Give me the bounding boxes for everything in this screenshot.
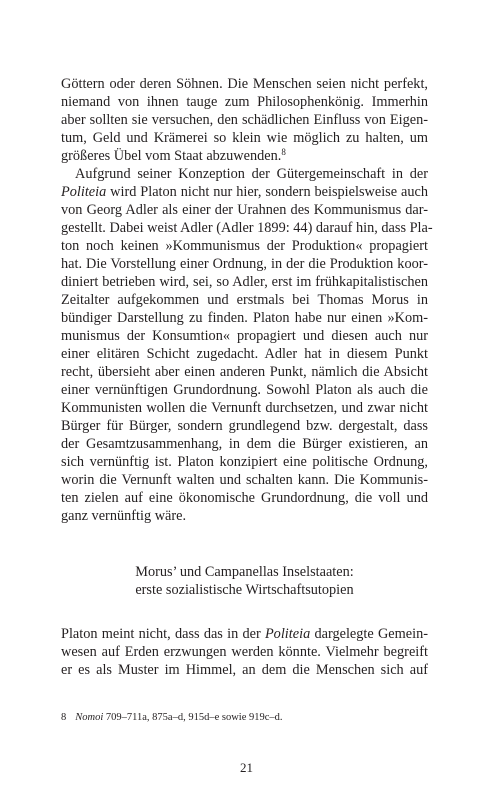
- text-line: sich vernünftig ist. Platon konzipiert eine politische Ordnung,: [61, 454, 428, 470]
- text-line: bündiger Darstellung zu finden. Platon habe nur einen »Kom-: [61, 310, 428, 326]
- text-line: ten zielen auf eine ökonomische Grundordnung, die voll und: [61, 490, 428, 506]
- page-number: 21: [240, 760, 253, 775]
- footnote-text: 709–711a, 875a–d, 915d–e sowie 919c–d.: [103, 712, 283, 723]
- text-line: recht, übersieht aber einen anderen Punkt, nämlich die Absicht: [61, 364, 428, 380]
- footnote: [61, 711, 283, 725]
- text-line: tum, Geld und Krämerei so klein wie möglich zu halten, um: [61, 130, 428, 146]
- text-segment: wird Platon nicht nur hier, sondern beispielsweise auch: [106, 184, 428, 200]
- text-line: Zeitalter aufgekommen und erstmals bei Thomas Morus in: [61, 292, 428, 308]
- text-line: der Gesamtzusammenhang, in dem die Bürger existieren, an: [61, 436, 428, 452]
- text-line: Kommunisten wollen die Vernunft durchsetzen, und zwar nicht: [61, 400, 428, 416]
- section-heading-line: Morus’ und Campanellas Inselstaaten:: [135, 564, 354, 580]
- text-line: ganz vernünftig wäre.: [61, 508, 187, 524]
- text-line: Aufgrund seiner Konzeption der Gütergemeinschaft in der: [75, 166, 428, 182]
- text-line: aber sollten sie versuchen, den schädlichen Einfluss von Eigen-: [61, 112, 428, 128]
- footnote-reference: 8: [281, 147, 286, 157]
- text-line: er es als Muster im Himmel, an dem die Menschen sich auf: [61, 662, 428, 678]
- text-line: [61, 147, 428, 165]
- text-line: [61, 625, 428, 643]
- text-line: ton noch keinen »Kommunismus der Produktion« propagiert: [61, 238, 428, 254]
- section-heading-line: erste sozialistische Wirtschaftsutopien: [135, 582, 354, 598]
- text-segment: größeres Übel vom Staat abzuwenden.: [61, 148, 282, 164]
- text-line: munismus der Konsumtion« propagiert und diesen auch nur: [61, 328, 428, 344]
- work-title: Politeia: [61, 184, 107, 200]
- work-title: Politeia: [264, 626, 311, 642]
- text-line: worin die Vernunft walten und schalten kann. Die Kommunis-: [61, 472, 428, 488]
- text-line: Bürger für Bürger, sondern grundlegend bzw. dergestalt, dass: [61, 418, 428, 434]
- text-line: [61, 183, 428, 201]
- footnote-number: 8: [61, 712, 67, 723]
- text-line: einer vernünftigen Grundordnung. Sowohl Platon als auch die: [61, 382, 428, 398]
- text-line: Göttern oder deren Söhnen. Die Menschen seien nicht perfekt,: [61, 76, 428, 92]
- text-line: niemand von ihnen tauge zum Philosophenkönig. Immerhin: [61, 94, 428, 110]
- text-segment: dargelegte Gemein-: [310, 626, 428, 642]
- text-line: gestellt. Dabei weist Adler (Adler 1899: 44) darauf hin, dass Pla-: [61, 220, 433, 236]
- text-line: wesen auf Erden erzwungen werden könnte. Vielmehr begreift: [61, 644, 428, 660]
- text-line: hat. Die Vorstellung einer Ordnung, in der die Produktion koor-: [61, 256, 428, 272]
- text-line: einer elitären Schicht zugedacht. Adler hat in diesem Punkt: [61, 346, 428, 362]
- footnote-work-title: Nomoi: [75, 712, 104, 723]
- text-line: diniert betrieben wird, sei, so Adler, erst im frühkapitalistischen: [61, 274, 428, 290]
- text-segment: Platon meint nicht, dass das in der: [61, 626, 265, 642]
- text-line: von Georg Adler als einer der Urahnen des Kommunismus dar-: [61, 202, 428, 218]
